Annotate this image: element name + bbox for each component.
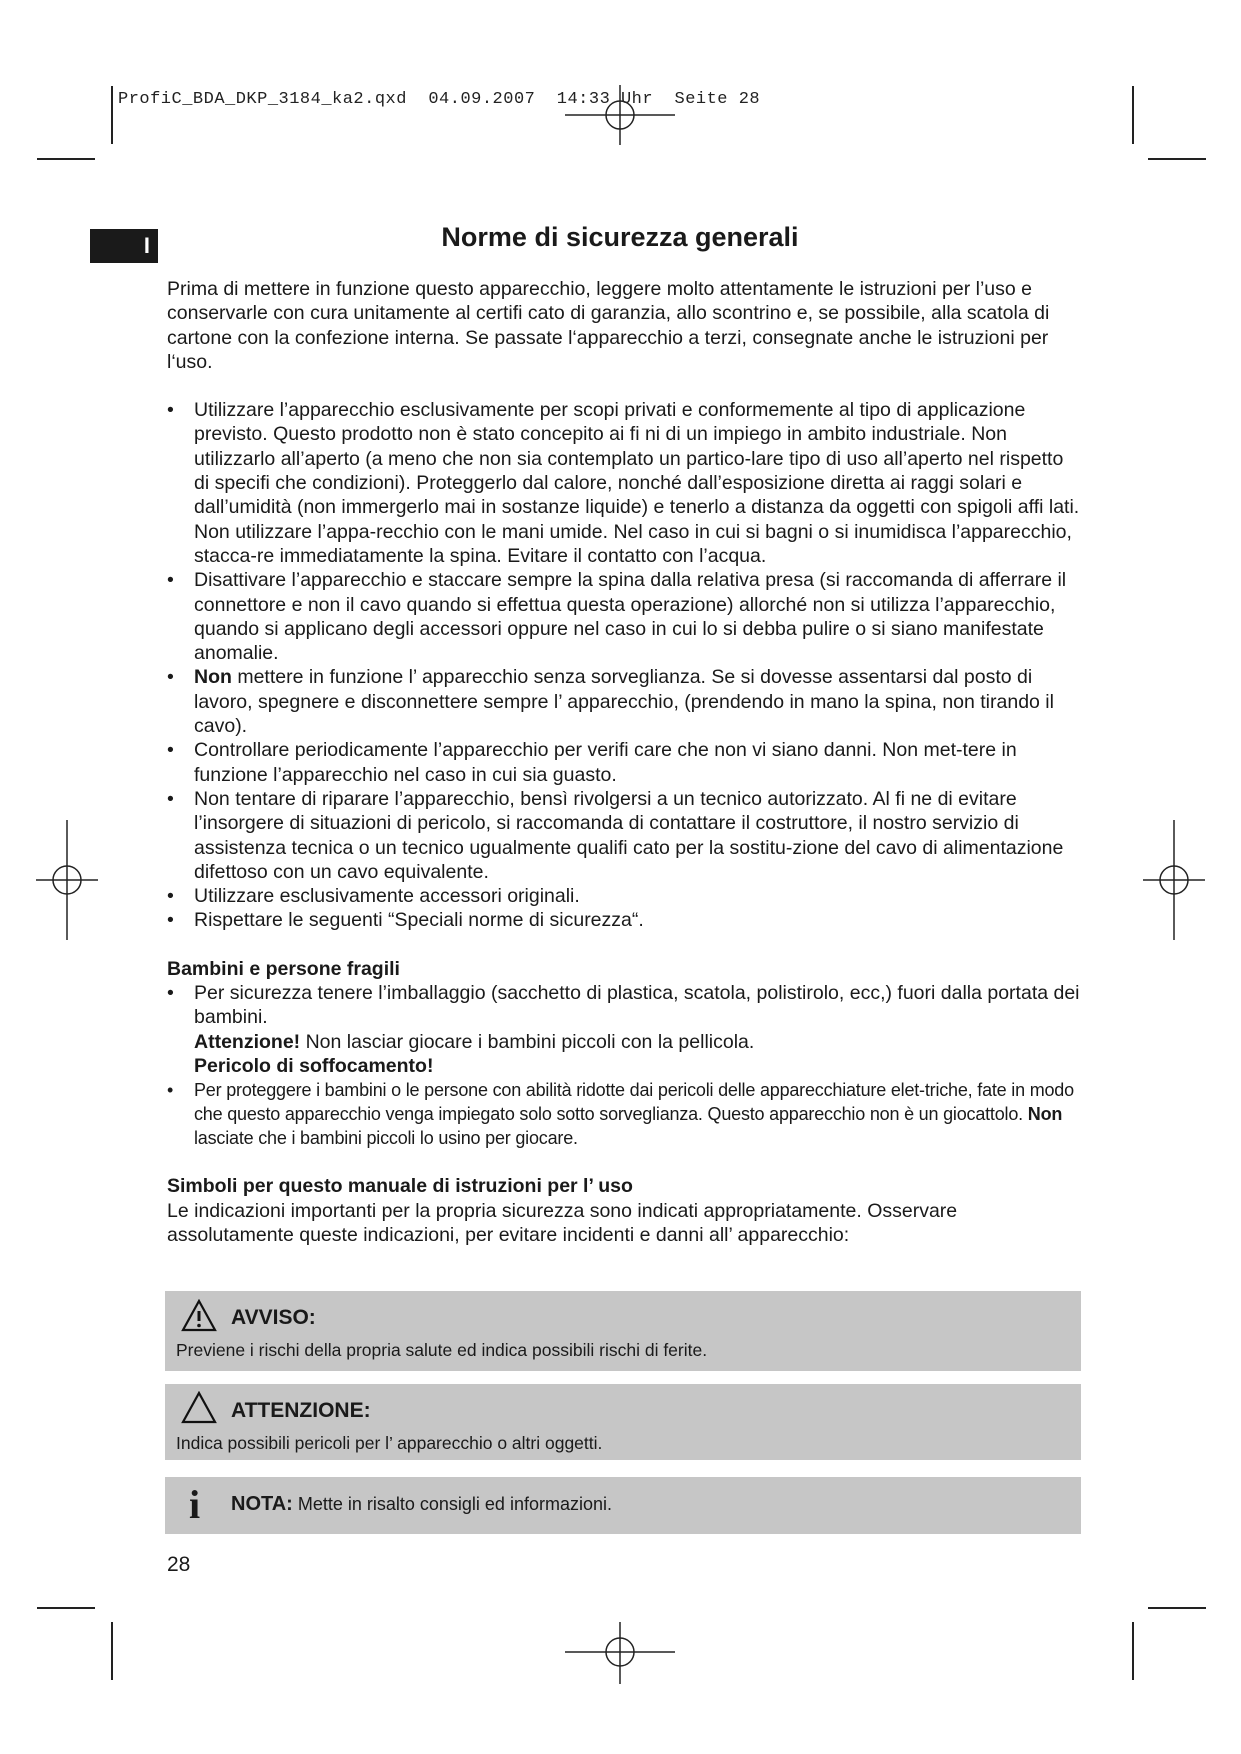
list-item-text: lasciate che i bambini piccoli lo usino per giocare. <box>194 1128 578 1149</box>
list-item: • Utilizzare l’apparecchio esclusivamente per scopi privati e conformemente al tipo di applicazione previsto. Questo prodotto non è stato concepito ai fi ni di un impiego in ambito industriale. Non utilizzarlo all’aperto (a meno che non sia contemplato un partico-lare tipo di uso all’aperto nel rispetto di specifi che condizioni). Proteggerlo dal calore, nonché dall’esposizione diretta ai raggi solari e dall’umidità (non immergerlo mai in sostanze liquide) e tenerlo a distanza da oggetti con spigoli affi lati. Non utilizzare l’appa-recchio con le mani umide. Nel caso in cui si bagni o si inumidisca l’apparecchio, stacca-re immediatamente la spina. Evitare il contatto con l’acqua. <box>167 398 1081 568</box>
registration-mark-top <box>555 85 685 151</box>
symbols-heading: Simboli per questo manuale di istruzioni per l’ uso <box>167 1175 633 1198</box>
note-title: NOTA: <box>231 1493 293 1515</box>
list-item-text: Per proteggere i bambini o le persone con abilità ridotte dai pericoli delle apparecchiature elet-triche, fate in modo che questo apparecchio venga impiegato solo sotto sorveglianza. Questo apparecchio non è un giocattolo. <box>194 1080 1074 1125</box>
note-line <box>231 1493 612 1516</box>
registration-mark-left <box>36 820 100 940</box>
emphasis: Non <box>1027 1104 1063 1125</box>
symbols-paragraph: Le indicazioni importanti per la propria sicurezza sono indicati appropriatamente. Osservare assolutamente queste indicazioni, per evitare incidenti e danni all’ apparecchio: <box>167 1199 958 1246</box>
caution-triangle-icon <box>181 1391 217 1424</box>
note-text: Mette in risalto consigli ed informazioni. <box>292 1494 612 1514</box>
attention-text: Non lasciar giocare i bambini piccoli con la pellicola. <box>300 1030 755 1053</box>
safety-list <box>167 398 1081 933</box>
list-item-text: Per sicurezza tenere l’imballaggio (sacchetto di plastica, scatola, polistirolo, ecc,) fuori dalla portata dei bambini. <box>194 982 1080 1029</box>
list-item-text: mettere in funzione l’ apparecchio senza sorveglianza. Se si dovesse assentarsi dal posto di lavoro, spegnere e disconnettere sempre l’ apparecchio, (prendendo in mano la spina, non tirando il cavo). <box>194 666 1054 738</box>
emphasis: Non <box>194 666 232 689</box>
intro-paragraph: Prima di mettere in funzione questo apparecchio, leggere molto attentamente le istruzioni per l’uso e conservarle con cura unitamente al certifi cato di garanzia, allo scontrino e, se possibile, alla scatola di cartone con la confezione interna. Se passate l‘apparecchio a terzi, consegnate anche le istruzioni per l‘uso. <box>167 278 1050 373</box>
list-item <box>167 665 1081 738</box>
list-item: • Disattivare l’apparecchio e staccare sempre la spina dalla relativa presa (si raccomanda di afferrare il connettore e non il cavo quando si effettua questa operazione) allorché non si utilizza l’apparecchio, quando si applicano degli accessori oppure nel caso in cui lo si debba pulire o si siano manifestate anomalie. <box>167 568 1081 665</box>
list-item: • Non tentare di riparare l’apparecchio, bensì rivolgersi a un tecnico autorizzato. Al fi ne di evitare l’insorgere di situazioni di pericolo, si raccomanda di contattare il costruttore, il nostro servizio di assistenza tecnica o un tecnico ugualmente qualifi cato per la sostitu-zione del cavo di alimentazione difettoso con un cavo equivalente. <box>167 787 1081 884</box>
note-box <box>165 1477 1081 1534</box>
children-list <box>167 981 1081 1150</box>
print-header: ProfiC_BDA_DKP_3184_ka2.qxd 04.09.2007 14:33 Uhr Seite 28 <box>118 90 761 109</box>
info-icon: i <box>189 1482 201 1527</box>
warning-triangle-icon <box>181 1299 217 1332</box>
list-item <box>167 1078 1081 1150</box>
warning-text: Previene i rischi della propria salute ed indica possibili rischi di ferite. <box>176 1340 708 1360</box>
danger-label: Pericolo di soffocamento! <box>194 1054 434 1077</box>
page-number: 28 <box>167 1553 191 1576</box>
warning-title: AVVISO: <box>231 1306 316 1329</box>
list-item <box>167 981 1081 1078</box>
children-heading: Bambini e persone fragili <box>167 957 400 980</box>
list-item: • Utilizzare esclusivamente accessori originali. <box>167 884 1081 908</box>
page-title: Norme di sicurezza generali <box>441 222 799 252</box>
attention-label: Attenzione! <box>194 1030 301 1053</box>
registration-mark-right <box>1141 820 1205 940</box>
main-content <box>167 277 1081 1247</box>
caution-text: Indica possibili pericoli per l’ apparecchio o altri oggetti. <box>176 1433 603 1453</box>
warning-box <box>165 1291 1081 1371</box>
language-tab: I <box>90 229 158 263</box>
list-item: • Controllare periodicamente l’apparecchio per verifi care che non vi siano danni. Non met-tere in funzione l’apparecchio nel caso in cui sia guasto. <box>167 738 1081 787</box>
registration-mark-bottom <box>555 1620 685 1686</box>
list-item: • Rispettare le seguenti “Speciali norme di sicurezza“. <box>167 908 1081 932</box>
caution-box <box>165 1384 1081 1460</box>
caution-title: ATTENZIONE: <box>231 1399 371 1422</box>
